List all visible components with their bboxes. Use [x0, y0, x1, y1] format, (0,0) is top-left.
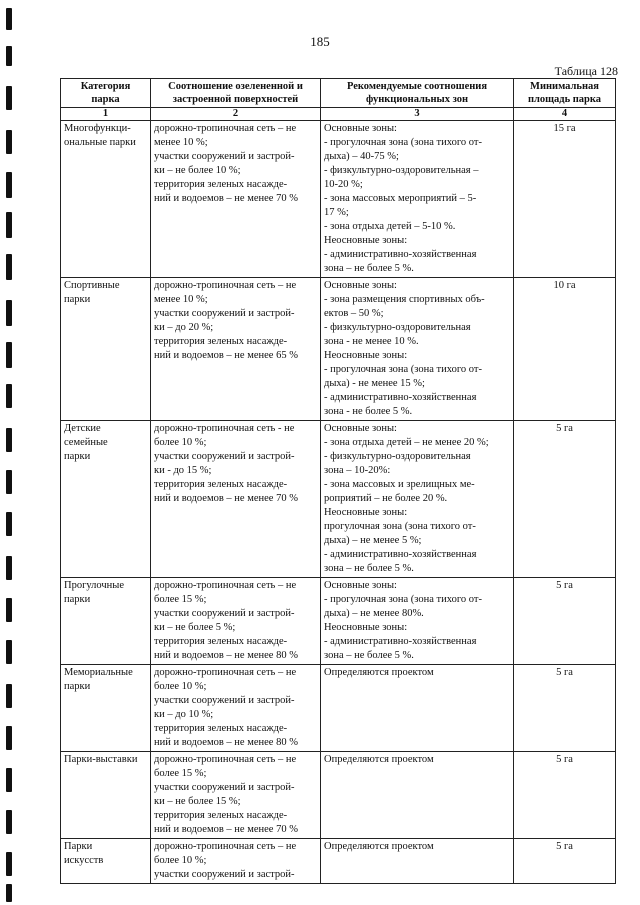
cell-zones — [321, 278, 514, 421]
cell-line: дыха) – не менее 80%. — [324, 608, 424, 619]
cell-line: зона – не более 5 %. — [324, 563, 414, 574]
cell-line: ний и водоемов – не менее 70 % — [154, 493, 298, 504]
cell-category — [61, 839, 151, 884]
header-category: Категория парка — [61, 79, 151, 108]
cell-line: - административно-хозяйственная — [324, 636, 477, 647]
binding-holes — [6, 0, 16, 905]
cell-line: - прогулочная зона (зона тихого от- — [324, 137, 482, 148]
cell-line: участки сооружений и застрой- — [154, 308, 295, 319]
cell-line: - физкультурно-оздоровительная — [324, 322, 471, 333]
cell-line: ний и водоемов – не менее 70 % — [154, 193, 298, 204]
cell-line: Многофункци- — [64, 123, 131, 134]
cell-line: участки сооружений и застрой- — [154, 869, 295, 880]
cell-line: более 15 %; — [154, 768, 207, 779]
header-row — [61, 79, 616, 108]
table-row — [61, 421, 616, 578]
cell-line: Парки — [64, 841, 93, 852]
cell-line: ки – не более 10 %; — [154, 165, 241, 176]
cell-line: искусств — [64, 855, 104, 866]
cell-ratio — [151, 121, 321, 278]
header-zones: Рекомендуемые соотношения функциональных зон — [321, 79, 514, 108]
table-row — [61, 839, 616, 884]
cell-line: участки сооружений и застрой- — [154, 608, 295, 619]
page-number: 185 — [310, 34, 330, 49]
cell-ratio — [151, 278, 321, 421]
cell-line: Основные зоны: — [324, 280, 397, 291]
cell-line: дорожно-тропиночная сеть – не — [154, 123, 297, 134]
cell-line: дыха) - не менее 15 %; — [324, 378, 425, 389]
cell-line: дорожно-тропиночная сеть – не — [154, 580, 297, 591]
cell-category — [61, 421, 151, 578]
header-ratio: Соотношение озелененной и застроенной поверхностей — [151, 79, 321, 108]
cell-line: - административно-хозяйственная — [324, 249, 477, 260]
table-caption: Таблица 128 — [554, 64, 618, 78]
cell-ratio — [151, 421, 321, 578]
cell-line: Неосновные зоны: — [324, 622, 408, 633]
cell-line: - прогулочная зона (зона тихого от- — [324, 594, 482, 605]
cell-line: зона – не более 5 %. — [324, 650, 414, 661]
cell-line: дорожно-тропиночная сеть – не — [154, 754, 297, 765]
cell-line: менее 10 %; — [154, 137, 208, 148]
cell-line: зона – 10-20%: — [324, 465, 391, 476]
cell-line: 17 %; — [324, 207, 349, 218]
cell-line: Основные зоны: — [324, 580, 397, 591]
cell-line: территория зеленых насажде- — [154, 810, 288, 821]
header-min-area: Минимальная площадь парка — [514, 79, 616, 108]
table-row — [61, 665, 616, 752]
table-row — [61, 121, 616, 278]
cell-line: ки – до 10 %; — [154, 709, 214, 720]
cell-line: парки — [64, 294, 91, 305]
cell-line: Определяются проектом — [324, 667, 434, 678]
cell-line: более 10 %; — [154, 437, 207, 448]
cell-category — [61, 578, 151, 665]
cell-line: прогулочная зона (зона тихого от- — [324, 521, 476, 532]
cell-line: более 10 %; — [154, 855, 207, 866]
cell-line: участки сооружений и застрой- — [154, 695, 295, 706]
cell-line: Определяются проектом — [324, 754, 434, 765]
cell-line: - физкультурно-оздоровительная — [324, 451, 471, 462]
cell-line: - прогулочная зона (зона тихого от- — [324, 364, 482, 375]
cell-line: участки сооружений и застрой- — [154, 151, 295, 162]
cell-zones — [321, 421, 514, 578]
cell-line: - физкультурно-оздоровительная – — [324, 165, 479, 176]
cell-line: парки — [64, 451, 91, 462]
cell-zones — [321, 839, 514, 884]
cell-line: Неосновные зоны: — [324, 235, 408, 246]
cell-line: роприятий – не более 20 %. — [324, 493, 448, 504]
cell-line: ний и водоемов – не менее 80 % — [154, 650, 298, 661]
cell-line: 10-20 %; — [324, 179, 363, 190]
cell-line: ональные парки — [64, 137, 136, 148]
cell-min-area: 5 га — [514, 665, 616, 752]
cell-line: дорожно-тропиночная сеть – не — [154, 841, 297, 852]
table-row — [61, 752, 616, 839]
cell-line: дорожно-тропиночная сеть – не — [154, 667, 297, 678]
cell-zones — [321, 665, 514, 752]
cell-line: территория зеленых насажде- — [154, 723, 288, 734]
cell-line: Определяются проектом — [324, 841, 434, 852]
cell-category — [61, 665, 151, 752]
cell-ratio — [151, 839, 321, 884]
column-number: 4 — [514, 108, 616, 121]
cell-line: дорожно-тропиночная сеть – не — [154, 280, 297, 291]
cell-line: - административно-хозяйственная — [324, 549, 477, 560]
cell-line: более 15 %; — [154, 594, 207, 605]
cell-zones — [321, 752, 514, 839]
cell-line: - зона размещения спортивных объ- — [324, 294, 485, 305]
cell-ratio — [151, 752, 321, 839]
cell-line: ний и водоемов – не менее 65 % — [154, 350, 298, 361]
cell-line: территория зеленых насажде- — [154, 336, 288, 347]
cell-min-area: 5 га — [514, 839, 616, 884]
cell-line: более 10 %; — [154, 681, 207, 692]
cell-line: Неосновные зоны: — [324, 507, 408, 518]
cell-line: семейные — [64, 437, 108, 448]
cell-line: дорожно-тропиночная сеть - не — [154, 423, 295, 434]
cell-line: Прогулочные — [64, 580, 125, 591]
cell-line: ний и водоемов – не менее 70 % — [154, 824, 298, 835]
cell-category — [61, 278, 151, 421]
cell-ratio — [151, 578, 321, 665]
cell-min-area: 5 га — [514, 421, 616, 578]
cell-line: - зона массовых мероприятий – 5- — [324, 193, 477, 204]
column-number-row — [61, 108, 616, 121]
cell-line: зона - не более 5 %. — [324, 406, 413, 417]
cell-line: парки — [64, 594, 91, 605]
cell-line: ки – до 20 %; — [154, 322, 214, 333]
cell-line: Неосновные зоны: — [324, 350, 408, 361]
cell-line: Мемориальные — [64, 667, 133, 678]
cell-ratio — [151, 665, 321, 752]
cell-line: дыха) – не менее 5 %; — [324, 535, 422, 546]
cell-line: ки – не более 15 %; — [154, 796, 241, 807]
cell-zones — [321, 121, 514, 278]
cell-category — [61, 752, 151, 839]
cell-line: - зона отдыха детей – 5-10 %. — [324, 221, 456, 232]
cell-line: парки — [64, 681, 91, 692]
cell-line: участки сооружений и застрой- — [154, 451, 295, 462]
cell-line: участки сооружений и застрой- — [154, 782, 295, 793]
cell-line: Детские — [64, 423, 101, 434]
cell-min-area: 5 га — [514, 752, 616, 839]
parks-table — [60, 78, 616, 884]
table-body — [61, 121, 616, 884]
cell-line: - административно-хозяйственная — [324, 392, 477, 403]
cell-line: Парки-выставки — [64, 754, 138, 765]
cell-zones — [321, 578, 514, 665]
cell-line: ки - до 15 %; — [154, 465, 212, 476]
table-row — [61, 578, 616, 665]
cell-line: ектов – 50 %; — [324, 308, 384, 319]
cell-line: менее 10 %; — [154, 294, 208, 305]
cell-line: территория зеленых насажде- — [154, 179, 288, 190]
cell-category — [61, 121, 151, 278]
cell-line: Основные зоны: — [324, 123, 397, 134]
column-number: 3 — [321, 108, 514, 121]
cell-line: ки – не более 5 %; — [154, 622, 236, 633]
cell-min-area: 15 га — [514, 121, 616, 278]
cell-line: зона - не менее 10 %. — [324, 336, 419, 347]
cell-line: Основные зоны: — [324, 423, 397, 434]
cell-line: дыха) – 40-75 %; — [324, 151, 399, 162]
table-row — [61, 278, 616, 421]
cell-line: - зона массовых и зрелищных ме- — [324, 479, 475, 490]
cell-min-area: 10 га — [514, 278, 616, 421]
cell-line: Спортивные — [64, 280, 120, 291]
cell-line: зона – не более 5 %. — [324, 263, 414, 274]
column-number: 2 — [151, 108, 321, 121]
cell-line: территория зеленых насажде- — [154, 636, 288, 647]
cell-line: ний и водоемов – не менее 80 % — [154, 737, 298, 748]
cell-line: - зона отдыха детей – не менее 20 %; — [324, 437, 489, 448]
cell-min-area: 5 га — [514, 578, 616, 665]
cell-line: территория зеленых насажде- — [154, 479, 288, 490]
column-number: 1 — [61, 108, 151, 121]
